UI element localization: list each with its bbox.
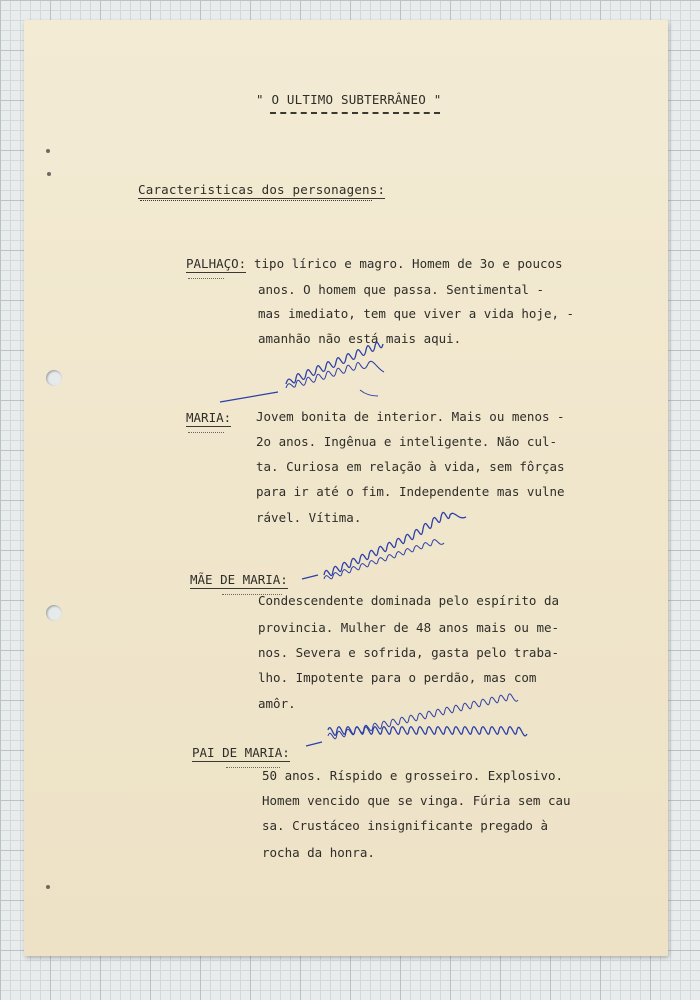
section-heading: Caracteristicas dos personagens: xyxy=(138,182,386,197)
section-heading-dots xyxy=(140,200,372,201)
character-description-line: anos. O homem que passa. Sentimental - xyxy=(258,282,544,297)
character-name: MARIA: xyxy=(186,410,232,425)
character-description-line: amôr. xyxy=(258,696,296,711)
document-title: " O ULTIMO SUBTERRÂNEO " xyxy=(256,92,442,107)
character-name: MÃE DE MARIA: xyxy=(190,572,288,587)
character-name: PAI DE MARIA: xyxy=(192,745,290,760)
character-description-line: 2o anos. Ingênua e inteligente. Não cul- xyxy=(256,434,558,449)
title-underline xyxy=(270,112,440,114)
pen-scribble xyxy=(298,545,538,590)
character-description-line: Jovem bonita de interior. Mais ou menos - xyxy=(256,409,565,424)
character-name-dots xyxy=(188,278,224,279)
character-description-line: rável. Vítima. xyxy=(256,510,362,525)
character-description-line: Condescendente dominada pelo espírito da xyxy=(258,593,560,608)
character-name: PALHAÇO: xyxy=(186,256,247,271)
margin-dot xyxy=(46,885,50,889)
character-description-line: Homem vencido que se vinga. Fúria sem cau xyxy=(262,793,571,808)
character-description-line: ta. Curiosa em relação à vida, sem fôrças xyxy=(256,459,565,474)
character-description-line: provincia. Mulher de 48 anos mais ou me- xyxy=(258,620,560,635)
character-description-line: rocha da honra. xyxy=(262,845,375,860)
margin-dot xyxy=(46,149,50,153)
character-description-line: tipo lírico e magro. Homem de 3o e poucos xyxy=(254,256,563,271)
pen-scribble xyxy=(300,712,560,757)
character-description-line: sa. Crustáceo insignificante pregado à xyxy=(262,818,548,833)
character-description-line: mas imediato, tem que viver a vida hoje, - xyxy=(258,306,575,321)
character-description-line: amanhão não está mais aqui. xyxy=(258,331,462,346)
character-name-dots xyxy=(188,432,224,433)
character-description-line: lho. Impotente para o perdão, mas com xyxy=(258,670,537,685)
character-description-line: 50 anos. Ríspido e grosseiro. Explosivo. xyxy=(262,768,564,783)
pen-scribble xyxy=(210,362,430,412)
punch-hole-bottom xyxy=(46,605,62,621)
character-description-line: nos. Severa e sofrida, gasta pelo traba- xyxy=(258,645,560,660)
punch-hole-top xyxy=(46,370,62,386)
margin-dot xyxy=(47,172,51,176)
character-description-line: para ir até o fim. Independente mas vulne xyxy=(256,484,565,499)
